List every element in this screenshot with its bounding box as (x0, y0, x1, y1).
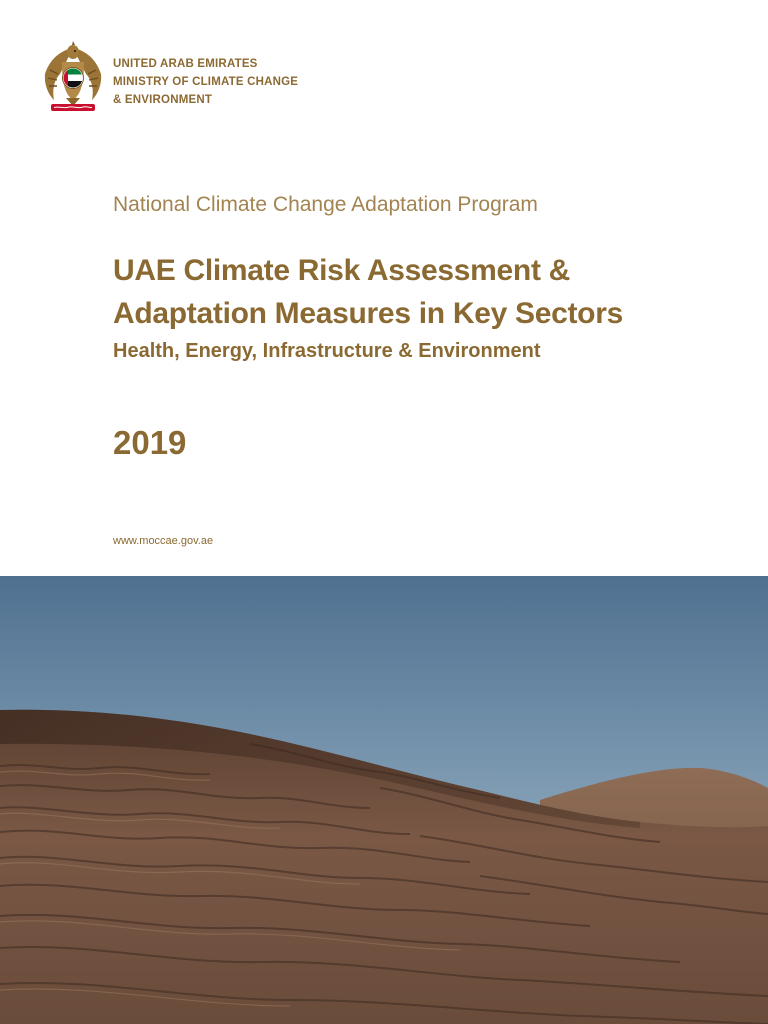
ministry-line-ministry: MINISTRY OF CLIMATE CHANGE (113, 76, 299, 88)
ministry-name (113, 55, 298, 109)
uae-falcon-emblem-icon (42, 40, 104, 114)
desert-sand-dunes-photo (0, 576, 768, 1024)
report-title (113, 249, 623, 335)
report-title-line-1: UAE Climate Risk Assessment & (113, 254, 571, 287)
report-year: 2019 (113, 424, 187, 461)
ministry-line-environment: & ENVIRONMENT (113, 94, 213, 106)
website-link[interactable]: www.moccae.gov.ae (113, 535, 214, 547)
program-name: National Climate Change Adaptation Program (113, 193, 538, 216)
report-title-line-2: Adaptation Measures in Key Sectors (113, 297, 623, 330)
report-subtitle: Health, Energy, Infrastructure & Environment (113, 340, 541, 362)
ministry-line-country: UNITED ARAB EMIRATES (113, 58, 258, 70)
